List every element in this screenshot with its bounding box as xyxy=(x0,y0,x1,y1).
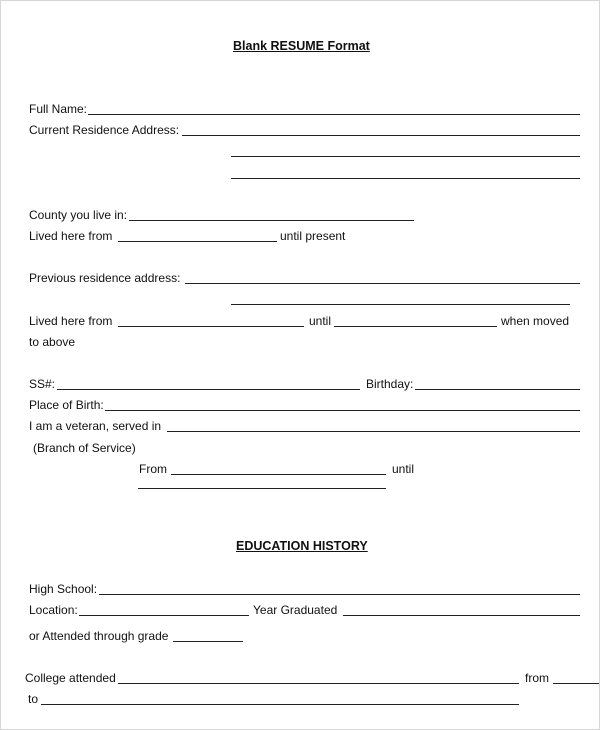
current-address-field-2[interactable] xyxy=(231,156,580,157)
location-field[interactable] xyxy=(79,615,249,616)
veteran-label: I am a veteran, served in xyxy=(29,419,162,433)
college-to-label: to xyxy=(28,692,39,706)
when-moved-label: when moved xyxy=(501,314,570,328)
place-of-birth-label: Place of Birth: xyxy=(29,398,104,412)
year-graduated-label: Year Graduated xyxy=(253,603,338,617)
current-address-field-3[interactable] xyxy=(231,178,580,179)
year-graduated-field[interactable] xyxy=(343,615,580,616)
lived-from-field[interactable] xyxy=(118,241,277,242)
county-field[interactable] xyxy=(129,220,414,221)
previous-address-field[interactable] xyxy=(185,283,580,284)
place-of-birth-field[interactable] xyxy=(105,410,580,411)
location-label: Location: xyxy=(29,603,78,617)
birthday-field[interactable] xyxy=(415,389,580,390)
document-title: Blank RESUME Format xyxy=(233,39,370,53)
lived-here-from-label: Lived here from xyxy=(29,229,113,243)
county-label: County you live in: xyxy=(29,208,128,222)
lived-here-from-label-2: Lived here from xyxy=(29,314,113,328)
attended-through-field[interactable] xyxy=(173,641,243,642)
birthday-label: Birthday: xyxy=(366,377,414,391)
previous-address-label: Previous residence address: xyxy=(29,271,181,285)
college-from-label: from xyxy=(525,671,549,685)
current-address-field[interactable] xyxy=(182,135,580,136)
college-field[interactable] xyxy=(118,683,519,684)
veteran-field[interactable] xyxy=(167,431,580,432)
to-above-label: to above xyxy=(29,335,76,349)
current-address-label: Current Residence Address: xyxy=(29,123,180,137)
branch-label: (Branch of Service) xyxy=(33,441,136,455)
previous-address-field-2[interactable] xyxy=(231,304,570,305)
until-label: until xyxy=(309,314,332,328)
full-name-label: Full Name: xyxy=(29,102,88,116)
college-to-field[interactable] xyxy=(41,704,519,705)
full-name-field[interactable] xyxy=(88,114,580,115)
service-until-label: until xyxy=(392,462,415,476)
previous-from-field[interactable] xyxy=(118,326,304,327)
college-label: College attended xyxy=(25,671,116,685)
high-school-field[interactable] xyxy=(99,594,580,595)
until-present-label: until present xyxy=(280,229,346,243)
previous-until-field[interactable] xyxy=(334,326,497,327)
college-from-field[interactable] xyxy=(553,683,599,684)
high-school-label: High School: xyxy=(29,582,98,596)
ss-label: SS#: xyxy=(29,377,56,391)
attended-through-label: or Attended through grade xyxy=(29,629,169,643)
ss-field[interactable] xyxy=(57,389,360,390)
service-from-field[interactable] xyxy=(171,474,386,475)
education-heading: EDUCATION HISTORY xyxy=(236,539,368,553)
service-from-label: From xyxy=(139,462,167,476)
service-until-field[interactable] xyxy=(138,488,386,489)
